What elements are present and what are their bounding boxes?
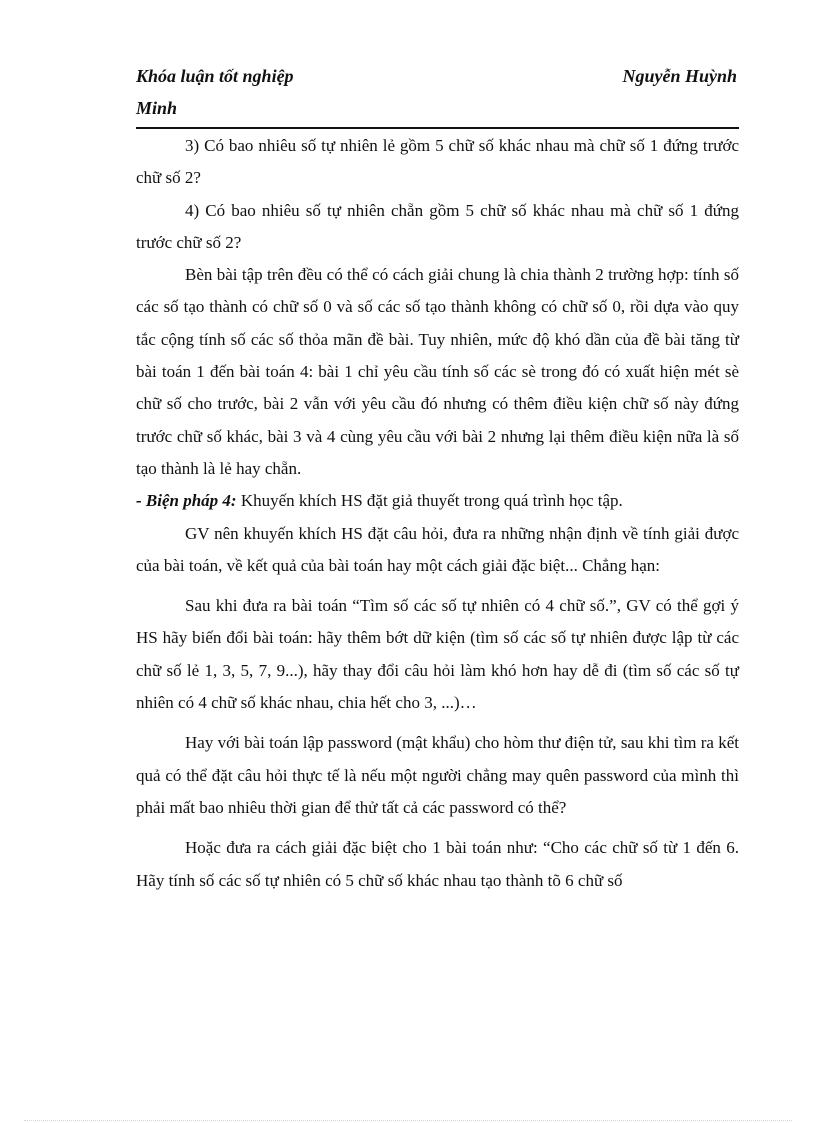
body-text <box>136 130 739 897</box>
measure-label: - Biện pháp 4: <box>136 491 237 511</box>
paragraph-question-3: 3) Có bao nhiêu số tự nhiên lẻ gồm 5 chữ số khác nhau mà chữ số 1 đứng trước chữ số 2? <box>136 136 739 188</box>
header-title: Khóa luận tốt nghiệp <box>136 66 294 86</box>
paragraph-discussion: Bèn bài tập trên đều có thể có cách giải chung là chia thành 2 trường hợp: tính số các số tạo thành có chữ số 0 và số các số tạo thành không có chữ số 0, rồi dựa vào quy tắc cộng tính số các số thỏa mãn đề bài. Tuy nhiên, mức độ khó dần của đề bài tăng từ bài toán 1 đến bài toán 4: bài 1 chỉ yêu cầu tính số các sè trong đó có xuất hiện mét sè chữ số cho trước, bài 2 vẫn với yêu cầu đó nhưng có thêm điều kiện chữ số này đứng trước chữ số khác, bài 3 và 4 cùng yêu cầu với bài 2 nhưng lại thêm điều kiện nữa là số tạo thành là lẻ hay chẵn. <box>136 265 739 478</box>
paragraph-password: Hay với bài toán lập password (mật khẩu) cho hòm thư điện tử, sau khi tìm ra kết quả có thể đặt câu hỏi thực tế là nếu một người chẳng may quên password của mình thì phải mất bao nhiêu thời gian để thử tất cả các password có thể? <box>136 733 739 817</box>
header-author: Nguyễn Huỳnh <box>622 66 737 86</box>
paragraph-measure-4 <box>136 485 739 517</box>
paragraph-encourage: GV nên khuyến khích HS đặt câu hỏi, đưa ra những nhận định về tính giải được của bài toán, về kết quả của bài toán hay một cách giải đặc biệt... Chẳng hạn: <box>136 523 739 575</box>
paragraph-question-4: 4) Có bao nhiêu số tự nhiên chẵn gồm 5 chữ số khác nhau mà chữ số 1 đứng trước chữ số 2? <box>136 200 739 252</box>
measure-text: Khuyến khích HS đặt giả thuyết trong quá trình học tập. <box>236 491 623 511</box>
paragraph-special-solution: Hoặc đưa ra cách giải đặc biệt cho 1 bài toán như: “Cho các chữ số từ 1 đến 6. Hãy tính số các số tự nhiên có 5 chữ số khác nhau tạo thành tõ 6 chữ số <box>136 838 739 890</box>
page-bottom-divider <box>24 1120 792 1121</box>
header-rule <box>136 127 739 129</box>
paragraph-example: Sau khi đưa ra bài toán “Tìm số các số tự nhiên có 4 chữ số.”, GV có thể gợi ý HS hãy biến đổi bài toán: hãy thêm bớt dữ kiện (tìm số các số tự nhiên được lập từ các chữ số lẻ 1, 3, 5, 7, 9...), hãy thay đổi câu hỏi làm khó hơn hay dễ đi (tìm số các số tự nhiên có 4 chữ số khác nhau, chia hết cho 3, ...)… <box>136 596 739 713</box>
header-author-continued: Minh <box>136 98 178 118</box>
